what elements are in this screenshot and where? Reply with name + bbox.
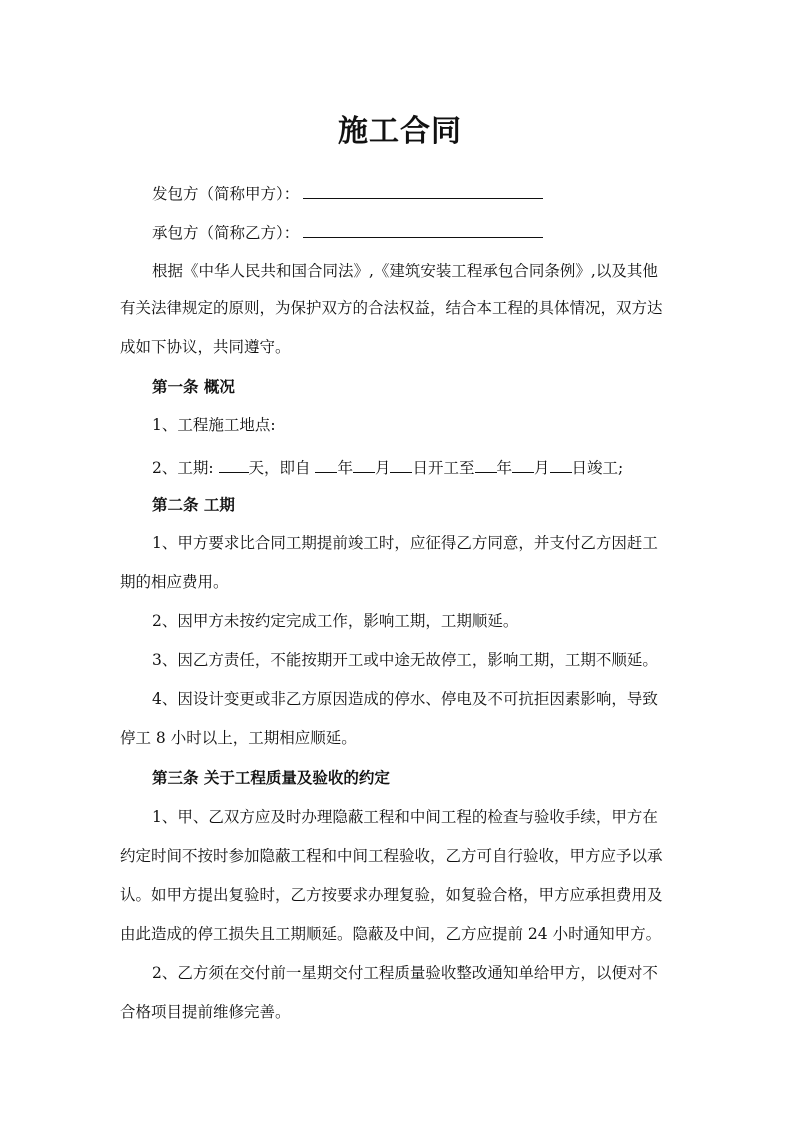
article-2-line: 3、因乙方责任，不能按期开工或中途无故停工，影响工期，工期不顺延。 xyxy=(152,651,658,669)
article-3-line: 合格项目提前维修完善。 xyxy=(120,1003,291,1021)
days-blank xyxy=(219,456,249,473)
end-year-text: 年 xyxy=(496,459,513,477)
start-month-blank xyxy=(353,456,375,473)
intro-line-2: 有关法律规定的原则，为保护双方的合法权益，结合本工程的具体情况，双方达 xyxy=(120,299,663,317)
article-3-line: 1、甲、乙双方应及时办理隐蔽工程和中间工程的检查与验收手续，甲方在 xyxy=(152,808,658,826)
period-text: 天，即自 xyxy=(248,459,316,477)
end-year-blank xyxy=(475,456,497,473)
article-3-heading: 第三条 关于工程质量及验收的约定 xyxy=(152,769,390,787)
article-2-line: 1、甲方要求比合同工期提前竣工时，应征得乙方同意，并支付乙方因赶工 xyxy=(152,534,658,552)
party-b-line xyxy=(152,221,543,243)
party-a-blank xyxy=(303,182,543,199)
article-1-item-2 xyxy=(152,456,623,478)
article-3-line: 约定时间不按时参加隐蔽工程和中间工程验收，乙方可自行验收，甲方应予以承 xyxy=(120,847,663,865)
start-month-text: 月 xyxy=(374,459,391,477)
period-label: 2、工期: xyxy=(152,459,219,477)
end-day-blank xyxy=(550,456,572,473)
article-2-line: 4、因设计变更或非乙方原因造成的停水、停电及不可抗拒因素影响，导致 xyxy=(152,690,658,708)
party-b-blank xyxy=(303,221,543,238)
article-3-line: 认。如甲方提出复验时，乙方按要求办理复验，如复验合格，甲方应承担费用及 xyxy=(120,886,663,904)
party-b-label: 承包方（简称乙方）： xyxy=(152,224,300,242)
intro-line-1: 根据《中华人民共和国合同法》,《建筑安装工程承包合同条例》,以及其他 xyxy=(152,262,658,280)
article-2-line: 停工 8 小时以上，工期相应顺延。 xyxy=(120,729,357,747)
intro-line-3: 成如下协议，共同遵守。 xyxy=(120,338,291,356)
party-a-line xyxy=(152,182,543,204)
article-2-heading: 第二条 工期 xyxy=(152,496,235,514)
end-month-blank xyxy=(512,456,534,473)
start-year-text: 年 xyxy=(337,459,353,477)
start-day-text: 日开工至 xyxy=(412,459,475,477)
article-1-heading: 第一条 概况 xyxy=(152,378,235,396)
article-3-line: 2、乙方须在交付前一星期交付工程质量验收整改通知单给甲方，以便对不 xyxy=(152,964,658,982)
party-a-label: 发包方（简称甲方）： xyxy=(152,185,300,203)
end-month-text: 月 xyxy=(534,459,550,477)
article-2-line: 2、因甲方未按约定完成工作，影响工期，工期顺延。 xyxy=(152,612,519,630)
article-2-line: 期的相应费用。 xyxy=(120,573,229,591)
document-title: 施工合同 xyxy=(338,114,462,149)
start-year-blank xyxy=(315,456,337,473)
article-3-line: 由此造成的停工损失且工期顺延。隐蔽及中间，乙方应提前 24 小时通知甲方。 xyxy=(120,925,662,943)
start-day-blank xyxy=(390,456,412,473)
article-1-item-1: 1、工程施工地点: xyxy=(152,416,276,434)
end-day-text: 日竣工; xyxy=(571,459,624,477)
